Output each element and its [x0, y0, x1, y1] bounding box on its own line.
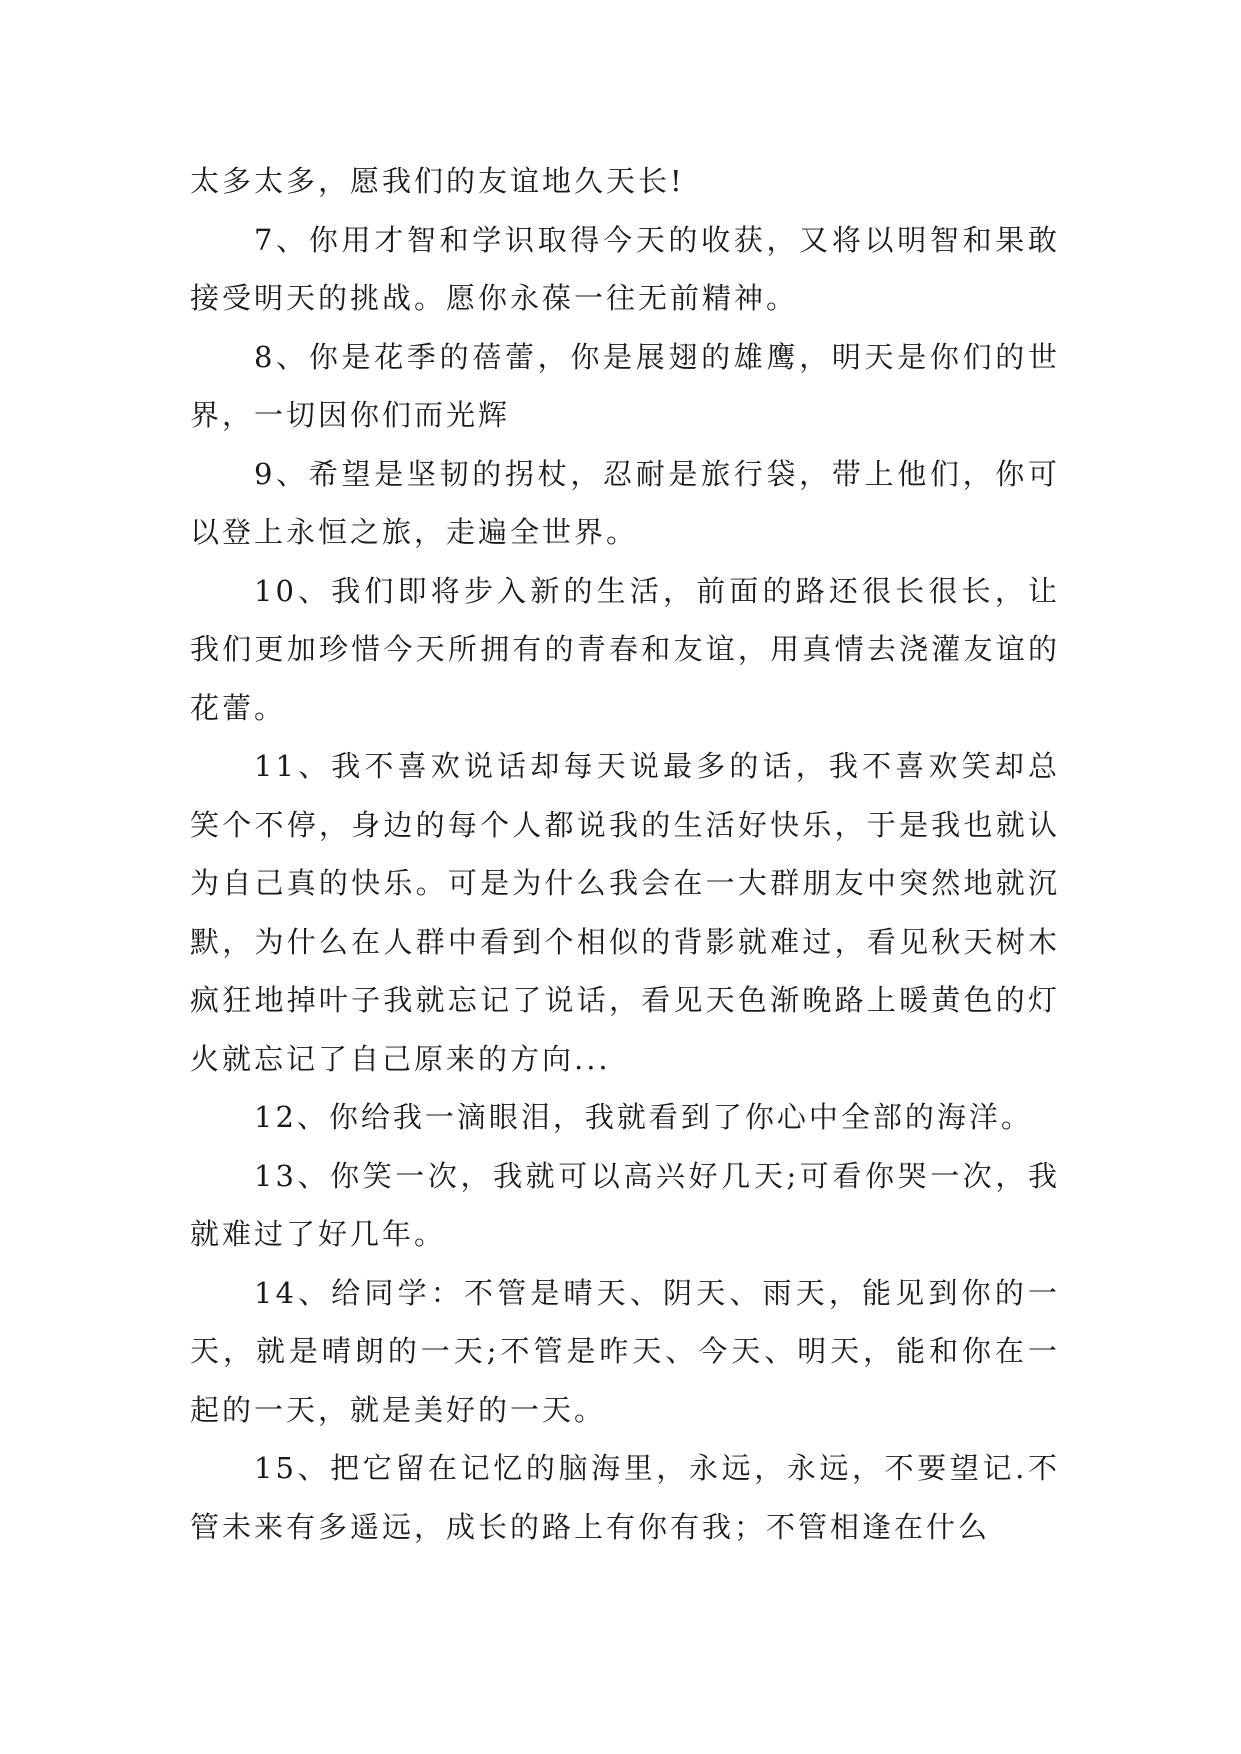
paragraph-9: 9、希望是坚韧的拐杖，忍耐是旅行袋，带上他们，你可以登上永恒之旅，走遍全世界。: [190, 456, 1060, 549]
paragraph-continuation: 太多太多，愿我们的友谊地久天长!: [190, 164, 685, 198]
paragraph-15: 15、把它留在记忆的脑海里，永远，永远，不要望记.不管未来有多遥远，成长的路上有你有我；不管相逢在什么: [190, 1451, 1060, 1544]
paragraph-11: 11、我不喜欢说话却每天说最多的话，我不喜欢笑却总笑个不停，身边的每个人都说我的生活好快乐，于是我也就认为自己真的快乐。可是为什么我会在一大群朋友中突然地就沉默，为什么在人群中看到个相似的背影就难过，看见秋天树木疯狂地掉叶子我就忘记了说话，看见天色渐晚路上暖黄色的灯火就忘记了自己原来的方向...: [190, 749, 1060, 1076]
paragraph-7: 7、你用才智和学识取得今天的收获，又将以明智和果敢接受明天的挑战。愿你永葆一往无前精神。: [190, 222, 1060, 315]
paragraph-12: 12、你给我一滴眼泪，我就看到了你心中全部的海洋。: [254, 1100, 1033, 1134]
paragraph-13: 13、你笑一次，我就可以高兴好几天;可看你哭一次，我就难过了好几年。: [190, 1158, 1060, 1251]
paragraph-14: 14、给同学：不管是晴天、阴天、雨天，能见到你的一天，就是晴朗的一天;不管是昨天、今天、明天，能和你在一起的一天，就是美好的一天。: [190, 1275, 1060, 1427]
body-text: [190, 152, 1060, 1556]
paragraph-8: 8、你是花季的蓓蕾，你是展翅的雄鹰，明天是你们的世界，一切因你们而光辉: [190, 339, 1060, 432]
paragraph-10: 10、我们即将步入新的生活，前面的路还很长很长，让我们更加珍惜今天所拥有的青春和友谊，用真情去浇灌友谊的花蕾。: [190, 573, 1060, 725]
